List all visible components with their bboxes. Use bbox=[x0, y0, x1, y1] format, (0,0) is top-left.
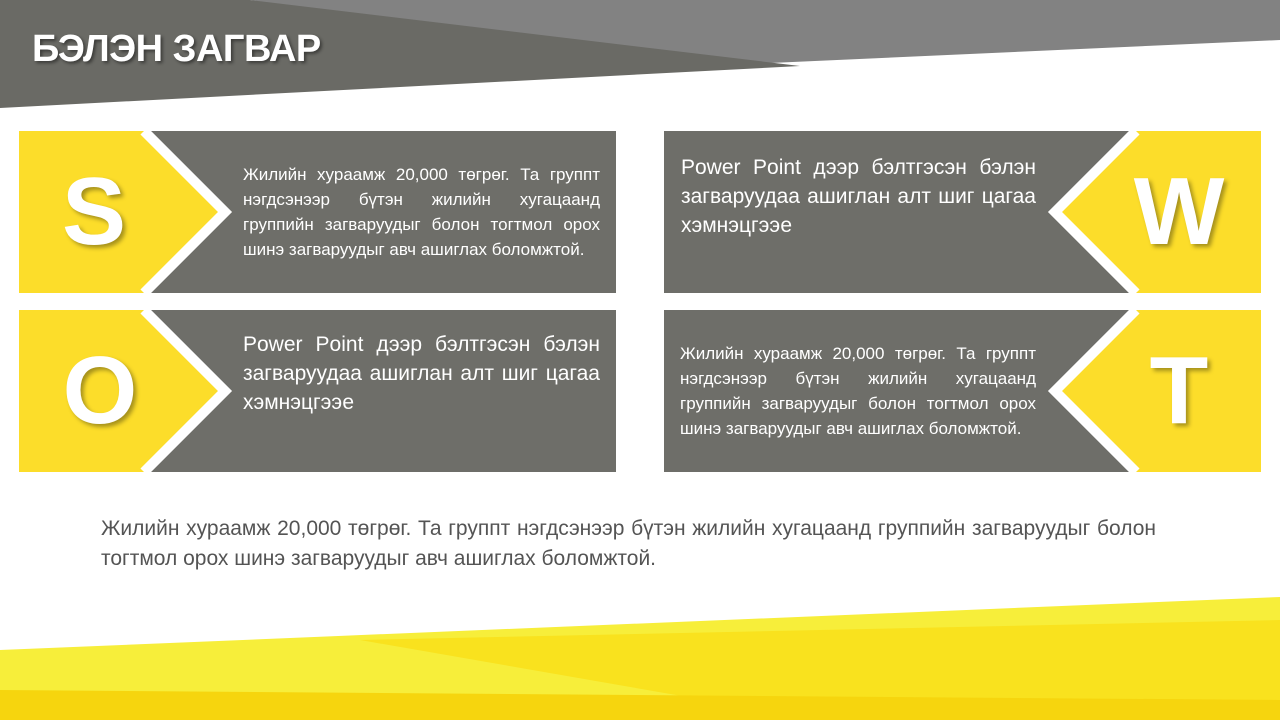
swot-letter-o: O bbox=[62, 337, 138, 444]
swot-card-w bbox=[664, 131, 1261, 293]
swot-text-o: Power Point дээр бэлтгэсэн бэлэн загваруудаа ашиглан алт шиг цагаа хэмнэцгээе bbox=[243, 333, 600, 414]
swot-card-t bbox=[664, 310, 1261, 472]
swot-text-w: Power Point дээр бэлтгэсэн бэлэн загваруудаа ашиглан алт шиг цагаа хэмнэцгээе bbox=[681, 156, 1036, 237]
swot-text-t-wrap bbox=[680, 310, 1036, 472]
summary-paragraph: Жилийн хураамж 20,000 төгрөг. Та группт нэгдсэнээр бүтэн жилийн хугацаанд группийн загваруудыг болон тогтмол орох шинэ загваруудыг авч ашиглах боломжтой. bbox=[101, 517, 1156, 570]
swot-letter-s: S bbox=[61, 158, 127, 265]
swot-letter-w: W bbox=[1133, 158, 1225, 265]
swot-card-o bbox=[19, 310, 616, 472]
slide-title: БЭЛЭН ЗАГВАР bbox=[32, 28, 321, 70]
swot-text-s-wrap bbox=[243, 131, 600, 293]
swot-text-o-wrap bbox=[243, 310, 600, 472]
swot-text-s: Жилийн хураамж 20,000 төгрөг. Та группт нэгдсэнээр бүтэн жилийн хугацаанд группийн загваруудыг болон тогтмол орох шинэ загваруудыг авч ашиглах боломжтой. bbox=[243, 165, 600, 259]
swot-text-w-wrap bbox=[681, 131, 1036, 293]
swot-card-s bbox=[19, 131, 616, 293]
swot-text-t: Жилийн хураамж 20,000 төгрөг. Та группт нэгдсэнээр бүтэн жилийн хугацаанд группийн загваруудыг болон тогтмол орох шинэ загваруудыг авч ашиглах боломжтой. bbox=[680, 344, 1036, 438]
swot-letter-t: T bbox=[1149, 337, 1209, 444]
